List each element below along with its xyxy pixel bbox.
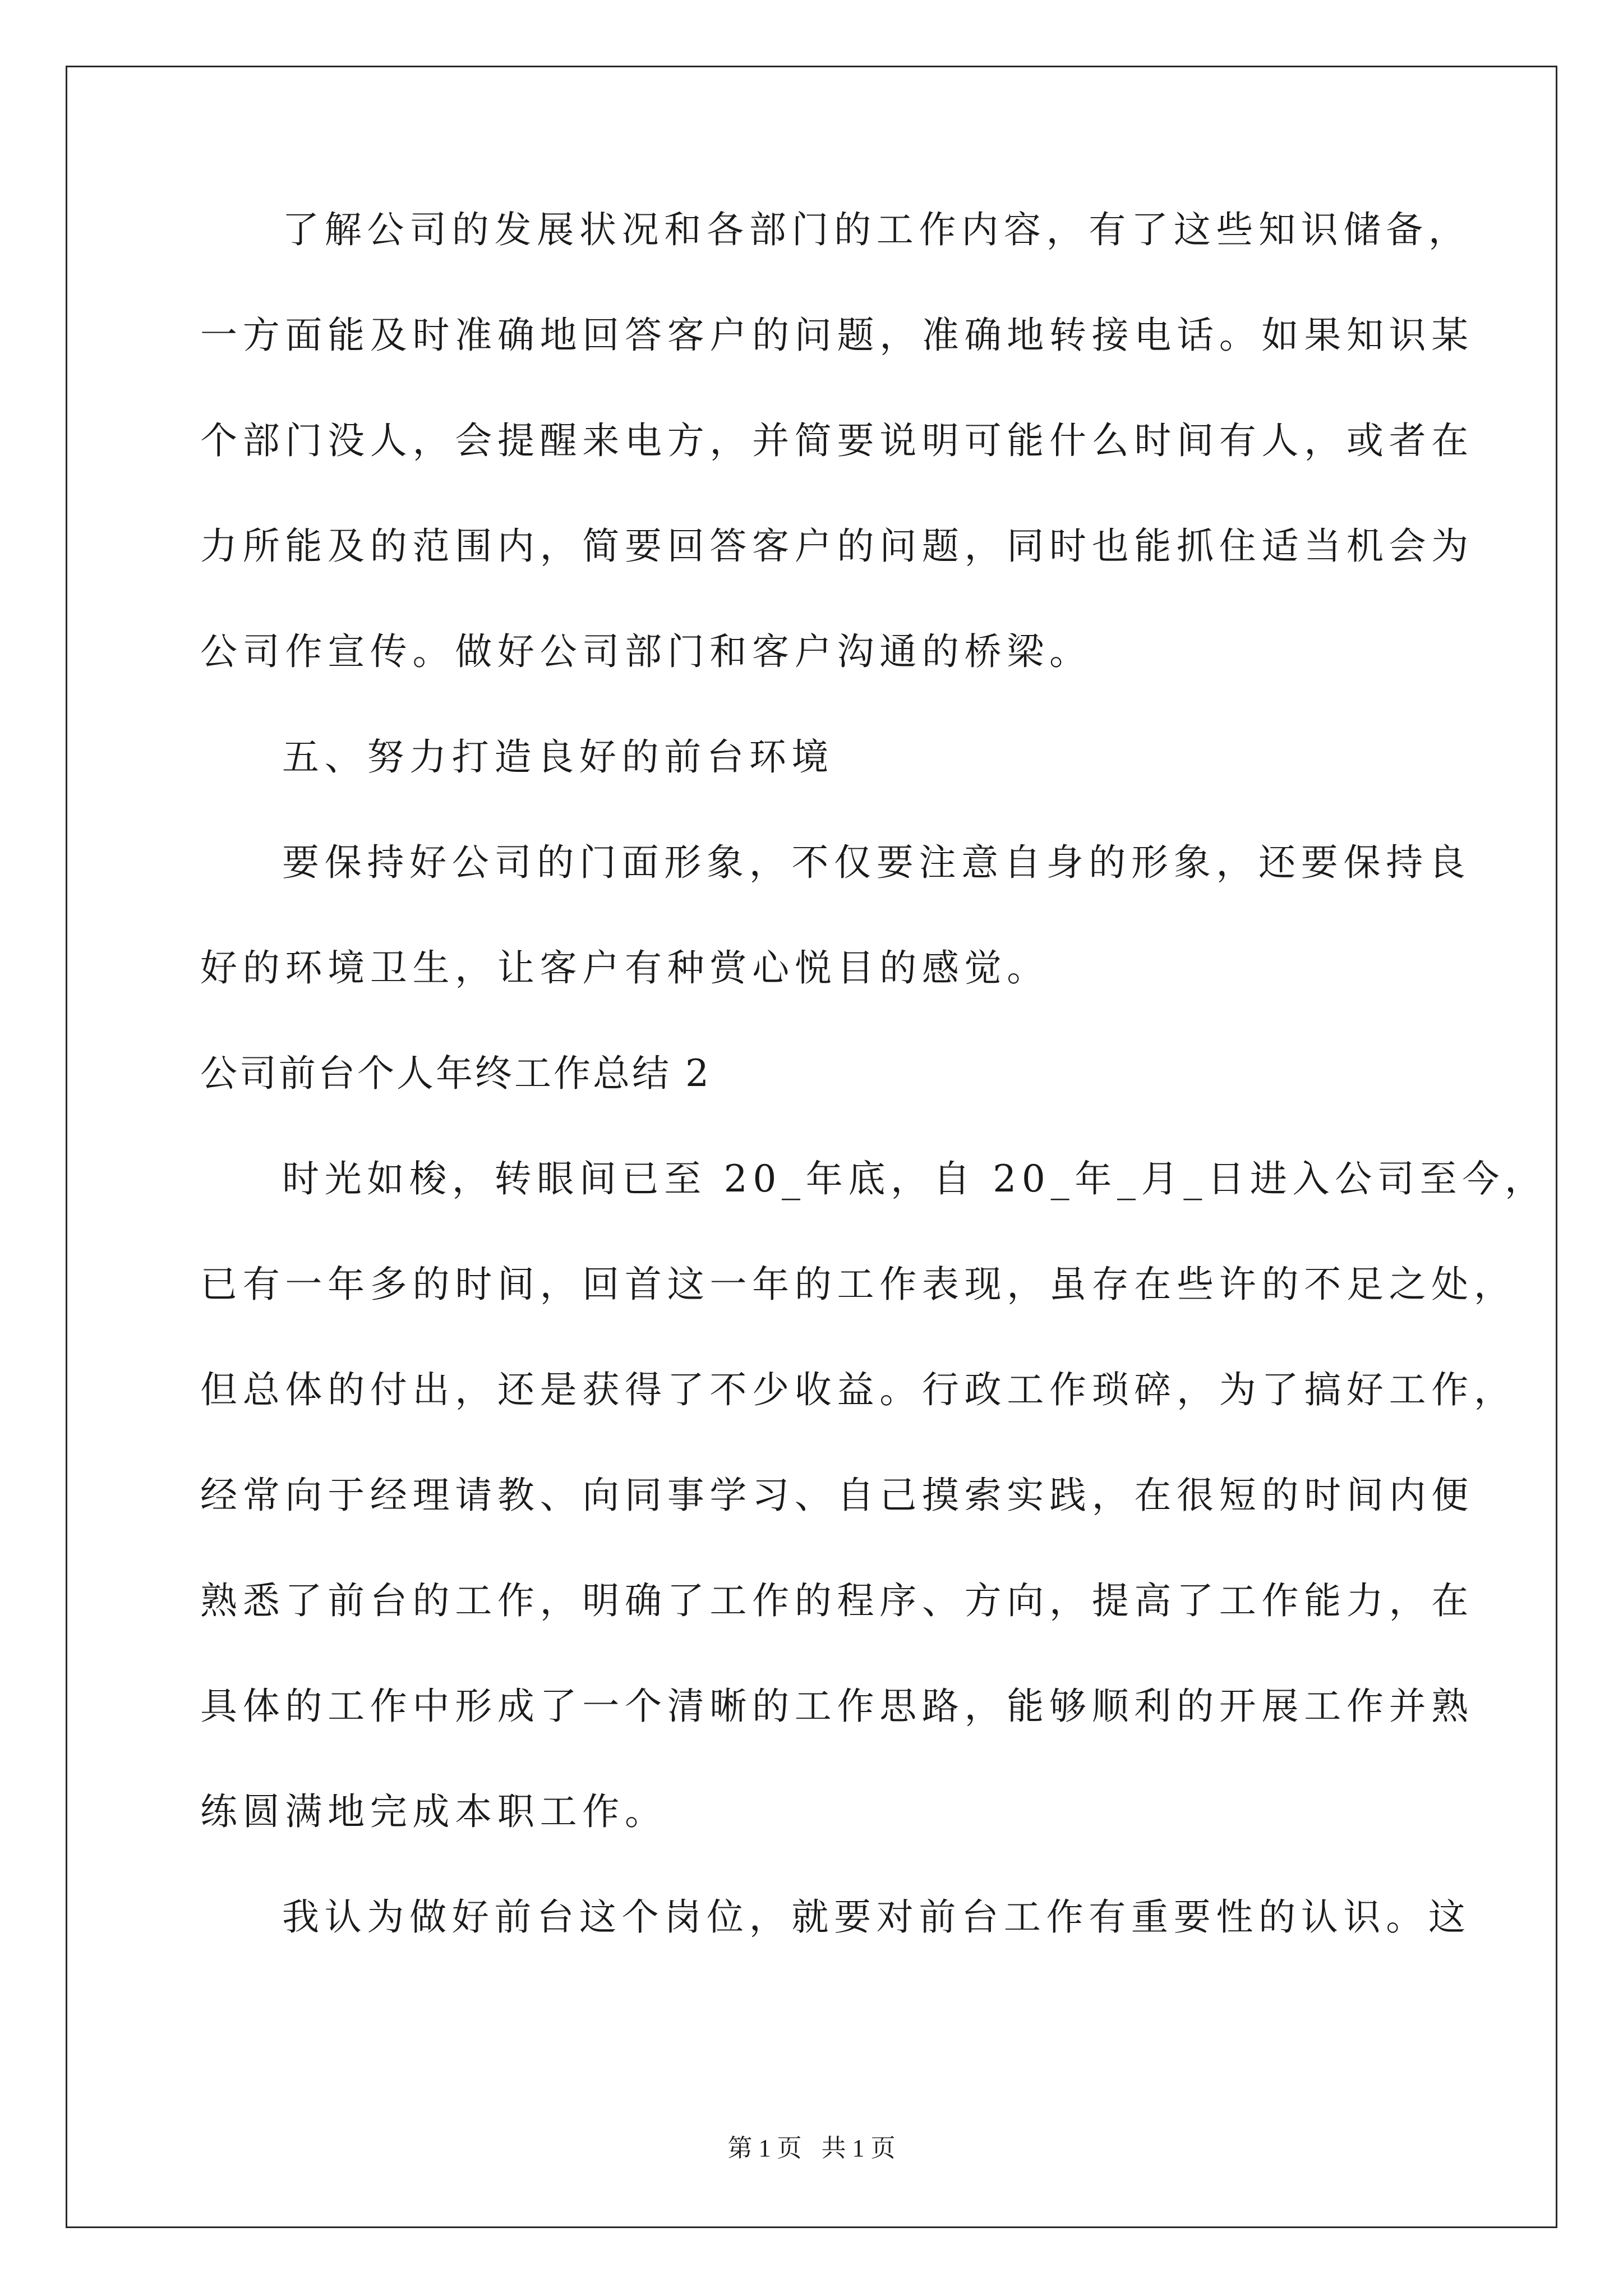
paragraph-line: 一方面能及时准确地回答客户的问题，准确地转接电话。如果知识某 — [200, 314, 1474, 357]
paragraph-line: 力所能及的范围内，简要回答客户的问题，同时也能抓住适当机会为 — [200, 524, 1474, 568]
paragraph-line: 已有一年多的时间，回首这一年的工作表现，虽存在些许的不足之处， — [200, 1263, 1516, 1306]
paragraph-line: 时光如梭，转眼间已至 20_年底，自 20_年_月_日进入公司至今， — [282, 1157, 1547, 1200]
page-total: 共 1 页 — [821, 2134, 896, 2162]
paragraph-line: 经常向于经理请教、向同事学习、自己摸索实践，在很短的时间内便 — [200, 1474, 1474, 1517]
paragraph-line: 熟悉了前台的工作，明确了工作的程序、方向，提高了工作能力，在 — [200, 1579, 1474, 1622]
paragraph-line: 具体的工作中形成了一个清晰的工作思路，能够顺利的开展工作并熟 — [200, 1685, 1474, 1728]
paragraph-line: 要保持好公司的门面形象，不仅要注意自身的形象，还要保持良 — [282, 841, 1471, 884]
page-footer — [0, 2132, 1623, 2165]
paragraph-line: 了解公司的发展状况和各部门的工作内容，有了这些知识储备， — [282, 208, 1471, 251]
paragraph-line: 我认为做好前台这个岗位，就要对前台工作有重要性的认识。这 — [282, 1895, 1471, 1939]
paragraph-line: 但总体的付出，还是获得了不少收益。行政工作琐碎，为了搞好工作， — [200, 1368, 1516, 1411]
paragraph-line: 好的环境卫生，让客户有种赏心悦目的感觉。 — [200, 946, 1049, 990]
paragraph-line: 公司作宣传。做好公司部门和客户沟通的桥梁。 — [200, 630, 1092, 673]
section-heading: 五、努力打造良好的前台环境 — [282, 735, 834, 779]
page-number: 第 1 页 — [727, 2134, 802, 2162]
paragraph-line: 练圆满地完成本职工作。 — [200, 1790, 667, 1833]
document-title: 公司前台个人年终工作总结 2 — [200, 1052, 711, 1095]
paragraph-line: 个部门没人，会提醒来电方，并简要说明可能什么时间有人，或者在 — [200, 419, 1474, 462]
